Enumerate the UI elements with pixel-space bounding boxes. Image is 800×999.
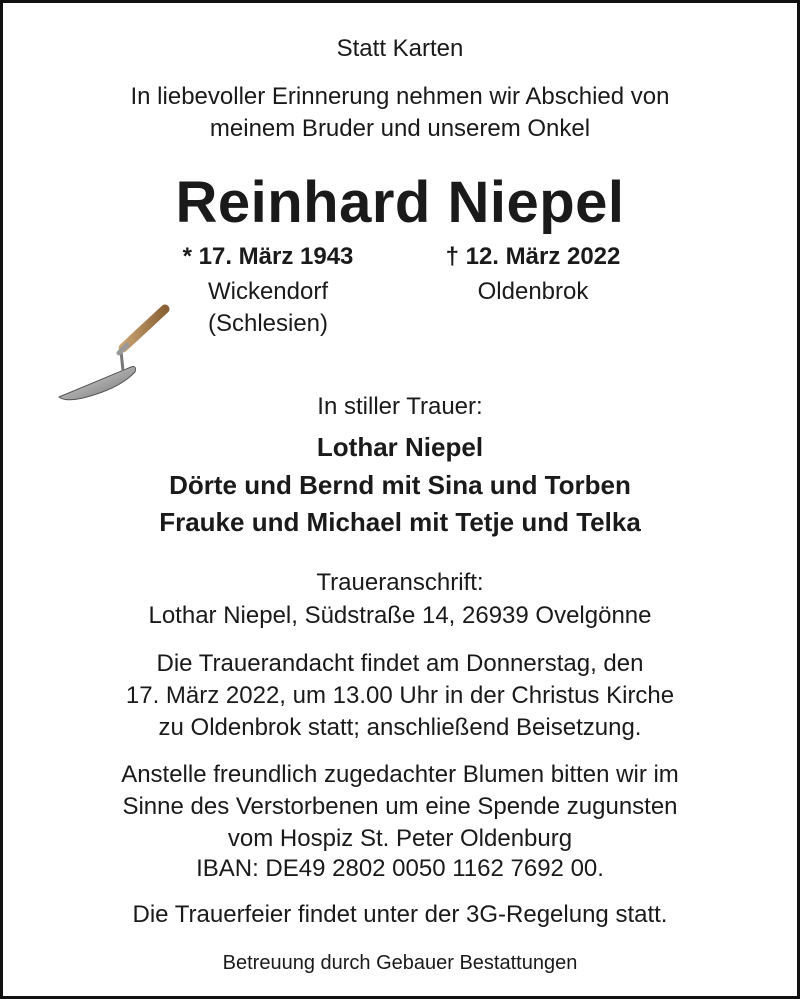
address-heading: Traueranschrift: [316, 569, 484, 596]
iban-line: IBAN: DE49 2802 0050 1162 7692 00. [196, 855, 604, 882]
covid-note: Die Trauerfeier findet unter der 3G-Regelung statt. [132, 901, 668, 928]
death-place: Oldenbrok [477, 278, 589, 305]
service-line-1: Die Trauerandacht findet am Donnerstag, den [156, 650, 644, 677]
death-date: † 12. März 2022 [445, 243, 621, 270]
donation-line-3: vom Hospiz St. Peter Oldenburg [227, 825, 573, 852]
intro-line-2: meinem Bruder und unserem Onkel [209, 115, 591, 142]
service-line-2: 17. März 2022, um 13.00 Uhr in der Christus Kirche [125, 682, 675, 709]
statt-karten: Statt Karten [336, 35, 464, 62]
mourner-1: Lothar Niepel [316, 432, 484, 462]
mourner-2: Dörte und Bernd mit Sina und Torben [169, 470, 631, 500]
address-line: Lothar Niepel, Südstraße 14, 26939 Ovelgönne [148, 602, 652, 629]
mourner-3: Frauke und Michael mit Tetje und Telka [159, 507, 641, 537]
intro-line-1: In liebevoller Erinnerung nehmen wir Abschied von [130, 83, 670, 110]
birth-date: * 17. März 1943 [182, 243, 354, 270]
birth-region: (Schlesien) [207, 310, 329, 337]
service-line-3: zu Oldenbrok statt; anschließend Beisetzung. [158, 714, 642, 741]
deceased-name: Reinhard Niepel [175, 170, 625, 235]
donation-line-2: Sinne des Verstorbenen um eine Spende zugunsten [122, 793, 678, 820]
birth-place: Wickendorf [207, 278, 329, 305]
mourners-heading: In stiller Trauer: [317, 393, 483, 420]
funeral-home: Betreuung durch Gebauer Bestattungen [222, 952, 578, 974]
donation-line-1: Anstelle freundlich zugedachter Blumen bitten wir im [121, 761, 679, 788]
